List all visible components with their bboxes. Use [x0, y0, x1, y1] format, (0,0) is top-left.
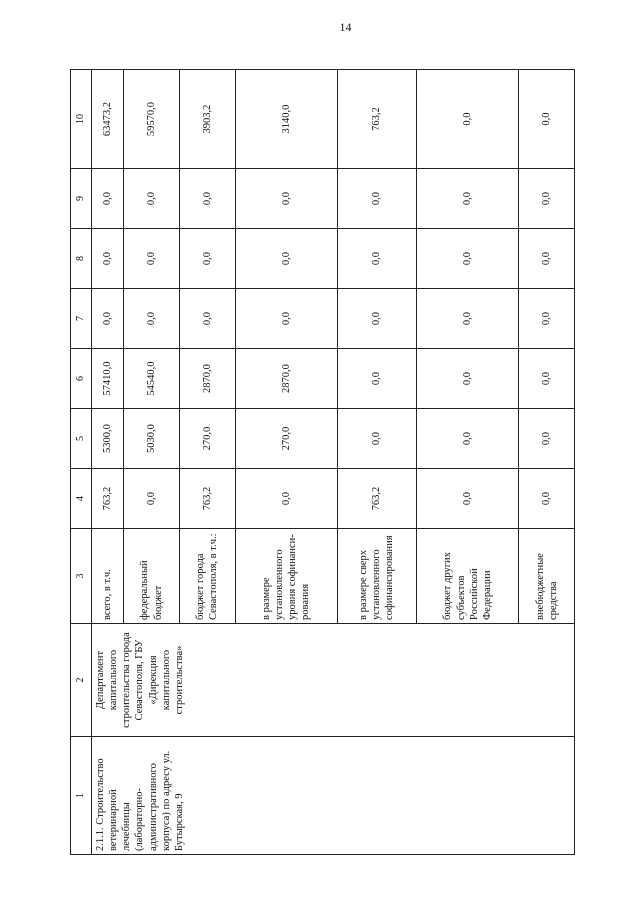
value-cell-col-8: 0,0	[416, 229, 518, 289]
value-cell-col-8: 0,0	[337, 229, 416, 289]
value-cell-col-9: 0,0	[92, 169, 124, 229]
value-cell-col-5: 0,0	[337, 409, 416, 469]
value-cell-col-7: 0,0	[235, 289, 337, 349]
column-header-7: 7	[71, 289, 92, 349]
object-name-cell: 2.1.1. Строительство ветеринарной лечебницы (лабораторно-административного корпуса) по адресу ул. Бутырская, 9	[92, 737, 575, 855]
value-cell-col-5: 270,0	[179, 409, 235, 469]
value-cell-col-4: 763,2	[92, 469, 124, 529]
column-header-4: 4	[71, 469, 92, 529]
funding-source-cell: всего, в т.ч.	[92, 529, 124, 624]
rotated-table-container	[70, 70, 575, 855]
table-wrapper	[70, 70, 575, 855]
value-cell-col-7: 0,0	[92, 289, 124, 349]
column-header-10: 10	[71, 70, 92, 169]
value-cell-col-10: 0,0	[416, 70, 518, 169]
value-cell-col-6: 2870,0	[235, 349, 337, 409]
value-cell-col-4: 0,0	[416, 469, 518, 529]
value-cell-col-5: 270,0	[235, 409, 337, 469]
header-row	[71, 70, 92, 855]
column-header-8: 8	[71, 229, 92, 289]
value-cell-col-4: 0,0	[235, 469, 337, 529]
value-cell-col-7: 0,0	[179, 289, 235, 349]
value-cell-col-8: 0,0	[179, 229, 235, 289]
column-header-5: 5	[71, 409, 92, 469]
value-cell-col-7: 0,0	[416, 289, 518, 349]
value-cell-col-7: 0,0	[337, 289, 416, 349]
value-cell-col-6: 0,0	[337, 349, 416, 409]
value-cell-col-8: 0,0	[124, 229, 180, 289]
column-header-6: 6	[71, 349, 92, 409]
table-row	[92, 70, 124, 855]
value-cell-col-5: 5300,0	[92, 409, 124, 469]
table-body	[92, 70, 575, 855]
value-cell-col-9: 0,0	[416, 169, 518, 229]
value-cell-col-4: 0,0	[519, 469, 575, 529]
value-cell-col-6: 0,0	[519, 349, 575, 409]
value-cell-col-9: 0,0	[124, 169, 180, 229]
column-header-1: 1	[71, 737, 92, 855]
value-cell-col-4: 763,2	[337, 469, 416, 529]
value-cell-col-7: 0,0	[519, 289, 575, 349]
value-cell-col-9: 0,0	[519, 169, 575, 229]
column-header-9: 9	[71, 169, 92, 229]
value-cell-col-8: 0,0	[235, 229, 337, 289]
funding-source-cell: в размере установленного уровня софинанси-рования	[235, 529, 337, 624]
funding-source-cell: бюджет других субъектов Российской Федерации	[416, 529, 518, 624]
value-cell-col-8: 0,0	[519, 229, 575, 289]
funding-table	[70, 69, 575, 855]
value-cell-col-6: 57410,0	[92, 349, 124, 409]
value-cell-col-7: 0,0	[124, 289, 180, 349]
value-cell-col-6: 54540,0	[124, 349, 180, 409]
value-cell-col-8: 0,0	[92, 229, 124, 289]
value-cell-col-4: 763,2	[179, 469, 235, 529]
value-cell-col-9: 0,0	[179, 169, 235, 229]
column-header-2: 2	[71, 624, 92, 737]
value-cell-col-10: 63473,2	[92, 70, 124, 169]
value-cell-col-10: 3140,0	[235, 70, 337, 169]
funding-source-cell: в размере сверх установленного софинансирования	[337, 529, 416, 624]
value-cell-col-6: 0,0	[416, 349, 518, 409]
funding-source-cell: внебюджетные средства	[519, 529, 575, 624]
value-cell-col-5: 0,0	[416, 409, 518, 469]
value-cell-col-10: 763,2	[337, 70, 416, 169]
value-cell-col-6: 2870,0	[179, 349, 235, 409]
page-number: 14	[339, 20, 352, 34]
funding-source-cell: федеральный бюджет	[124, 529, 180, 624]
value-cell-col-10: 0,0	[519, 70, 575, 169]
value-cell-col-9: 0,0	[337, 169, 416, 229]
value-cell-col-9: 0,0	[235, 169, 337, 229]
column-header-3: 3	[71, 529, 92, 624]
value-cell-col-10: 3903,2	[179, 70, 235, 169]
value-cell-col-10: 59570,0	[124, 70, 180, 169]
value-cell-col-5: 0,0	[519, 409, 575, 469]
value-cell-col-5: 5030,0	[124, 409, 180, 469]
funding-source-cell: бюджет города Севастополя, в т.ч.:	[179, 529, 235, 624]
executor-cell: Департамент капитального строительства города Севастополя, ГБУ «Дирекция капитального строительства»	[92, 624, 575, 737]
value-cell-col-4: 0,0	[124, 469, 180, 529]
